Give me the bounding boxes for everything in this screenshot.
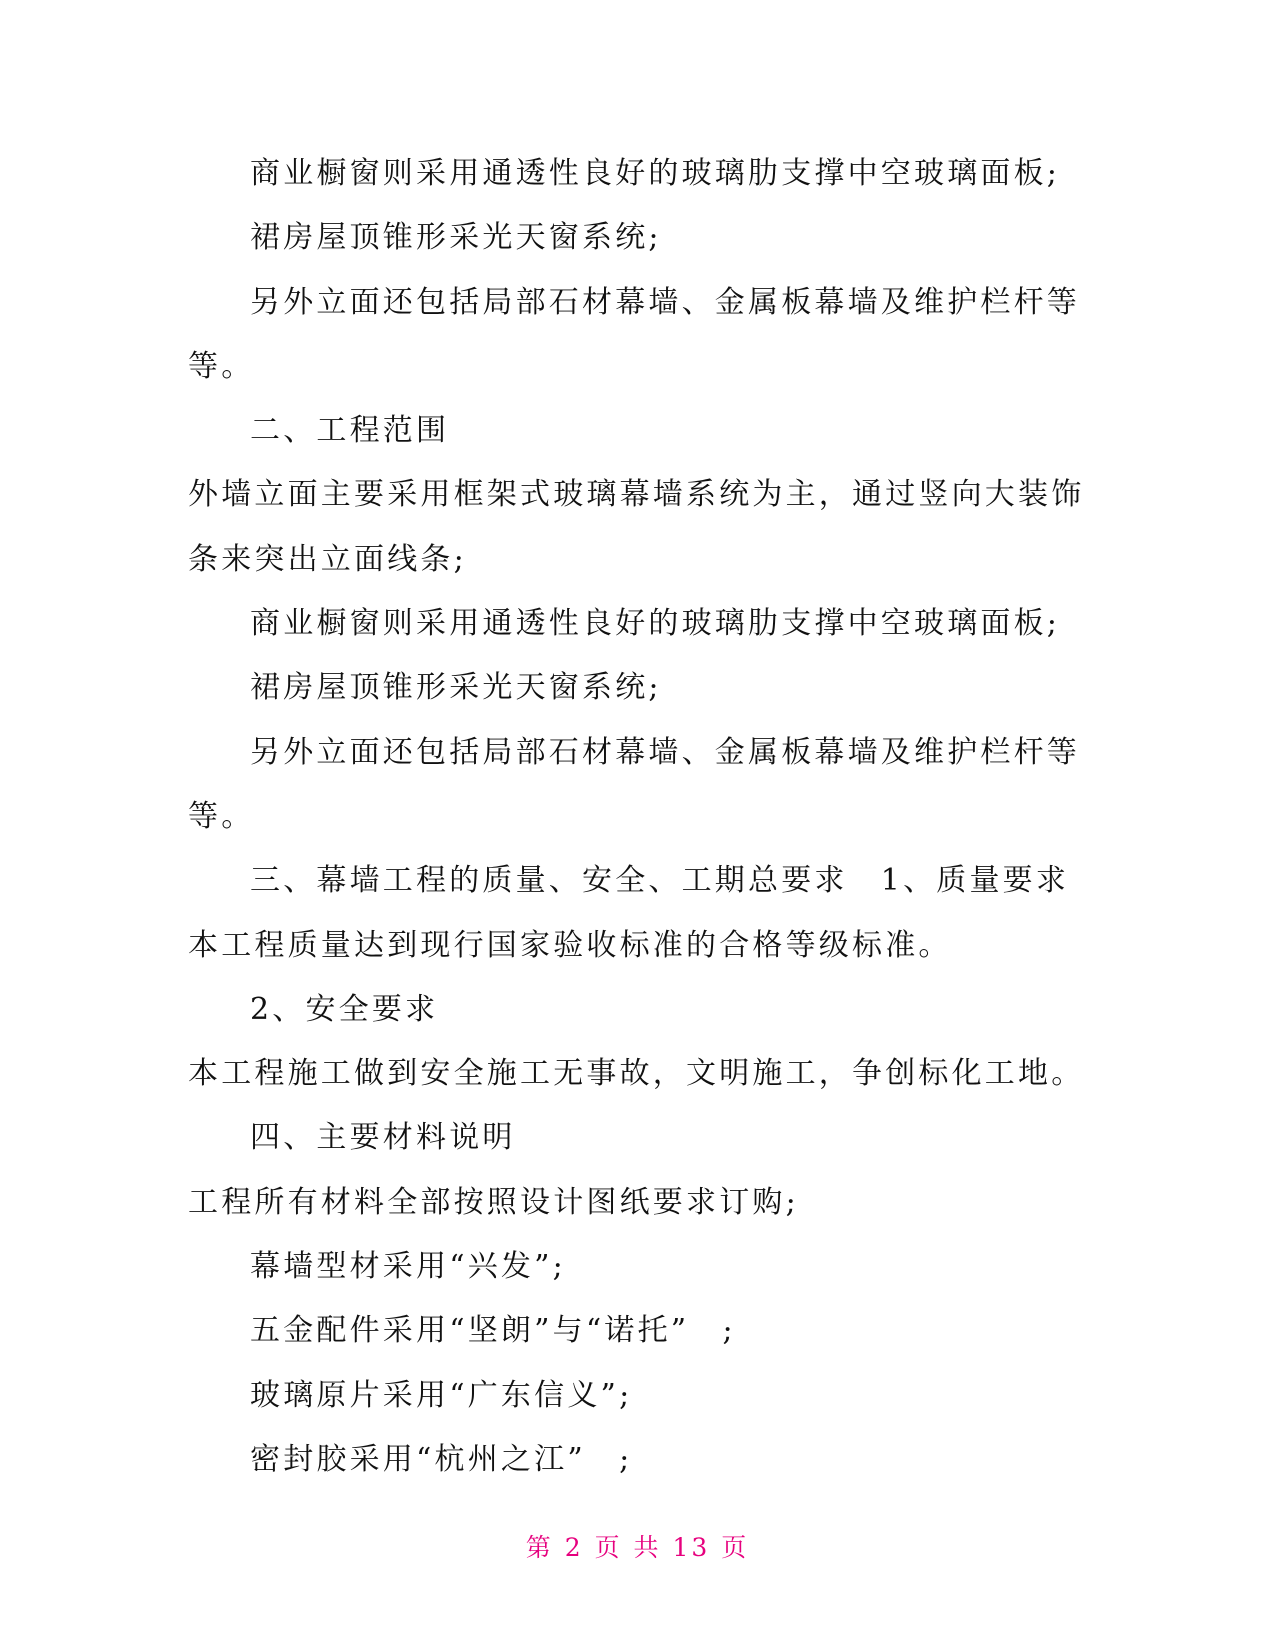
paragraph-line: 等。 (188, 798, 255, 834)
paragraph-line: 玻璃原片采用“广东信义”; (250, 1377, 633, 1413)
paragraph-line: 本工程质量达到现行国家验收标准的合格等级标准。 (188, 927, 952, 963)
page-number-footer: 第 2 页 共 13 页 (525, 1533, 750, 1562)
paragraph-line: 另外立面还包括局部石材幕墙、金属板幕墙及维护栏杆等 (250, 734, 1080, 770)
paragraph-line: 本工程施工做到安全施工无事故，文明施工，争创标化工地。 (188, 1056, 1085, 1092)
paragraph-line: 幕墙型材采用“兴发”; (250, 1249, 566, 1285)
paragraph-line: 工程所有材料全部按照设计图纸要求订购; (188, 1184, 799, 1220)
section-heading: 四、主要材料说明 (250, 1120, 516, 1156)
paragraph-line: 另外立面还包括局部石材幕墙、金属板幕墙及维护栏杆等 (250, 284, 1080, 320)
paragraph-line: 商业橱窗则采用通透性良好的玻璃肋支撑中空玻璃面板; (250, 606, 1061, 642)
document-body (188, 142, 1088, 1492)
paragraph-line: 裙房屋顶锥形采光天窗系统; (250, 670, 662, 706)
paragraph-line: 商业橱窗则采用通透性良好的玻璃肋支撑中空玻璃面板; (250, 156, 1061, 191)
subsection-heading: 2、安全要求 (250, 991, 439, 1027)
paragraph-line: 裙房屋顶锥形采光天窗系统; (250, 220, 662, 256)
section-heading: 二、工程范围 (250, 413, 450, 449)
paragraph-line: 等。 (188, 348, 255, 384)
paragraph-line: 外墙立面主要采用框架式玻璃幕墙系统为主，通过竖向大装饰 (188, 477, 1085, 513)
paragraph-line: 五金配件采用“坚朗”与“诺托” ; (250, 1313, 736, 1349)
paragraph-line: 条来突出立面线条; (188, 541, 467, 577)
paragraph-line: 密封胶采用“杭州之江” ; (250, 1441, 633, 1477)
section-heading: 三、幕墙工程的质量、安全、工期总要求 1、质量要求 (250, 863, 1070, 899)
